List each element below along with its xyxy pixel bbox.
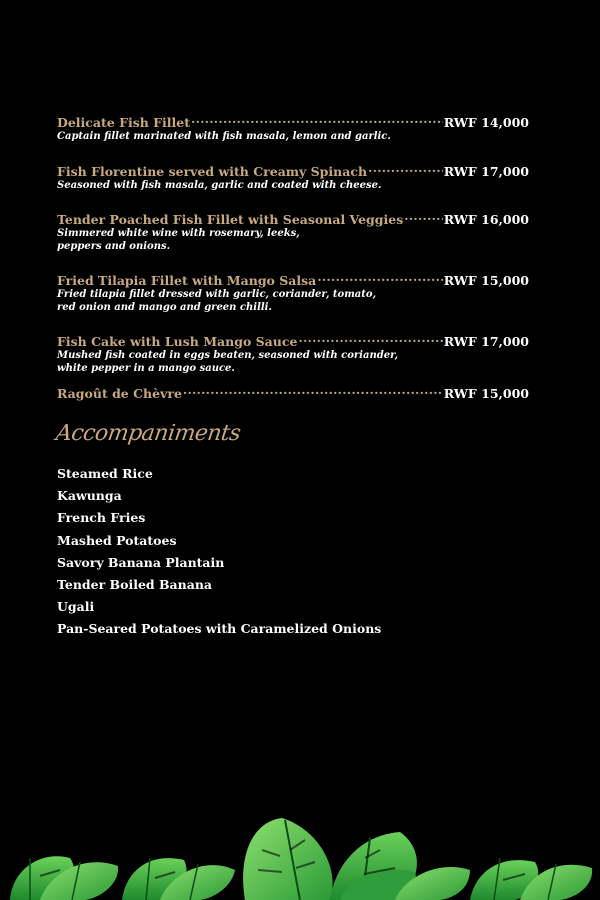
leaf-cluster-right — [470, 858, 592, 900]
dot-leader — [191, 111, 443, 127]
menu-item-price: RWF 15,000 — [443, 386, 529, 401]
menu-item — [57, 382, 529, 402]
menu-item-name: Delicate Fish Fillet — [57, 115, 191, 130]
menu-item-name: Fried Tilapia Fillet with Mango Salsa — [57, 273, 317, 288]
monstera-leaf-border-icon — [0, 810, 600, 900]
accompaniment-item: French Fries — [57, 510, 146, 526]
menu-item — [57, 330, 529, 375]
menu-item-line — [57, 269, 529, 289]
menu-item-description-line: peppers and onions. — [57, 240, 171, 252]
leaf-cluster-center — [243, 818, 470, 900]
menu-item — [57, 111, 529, 144]
menu-item-description-line: Simmered white wine with rosemary, leeks, — [57, 228, 300, 239]
menu-item-price: RWF 16,000 — [443, 212, 529, 227]
accompaniment-item: Savory Banana Plantain — [57, 554, 225, 570]
menu-item-line — [57, 382, 529, 402]
menu-item-description-line: red onion and mango and green chilli. — [57, 301, 272, 313]
menu-item-price: RWF 17,000 — [443, 334, 529, 349]
menu-item-line — [57, 330, 529, 350]
dot-leader — [368, 160, 443, 176]
dot-leader — [183, 382, 443, 398]
menu-item-description: Seasoned with fish masala, garlic and coated with cheese. — [57, 180, 382, 191]
menu-item-line — [57, 208, 529, 228]
accompaniments-list — [57, 466, 381, 644]
accompaniment-item: Mashed Potatoes — [57, 532, 177, 548]
menu-item-price: RWF 17,000 — [443, 164, 529, 179]
menu-item — [57, 269, 529, 314]
accompaniment-item: Kawunga — [57, 488, 122, 504]
accompaniment-item: Pan-Seared Potatoes with Caramelized Onions — [57, 621, 382, 637]
menu-item-name: Tender Poached Fish Fillet with Seasonal Veggies — [57, 212, 404, 227]
dot-leader — [298, 330, 442, 346]
menu-item-line — [57, 160, 529, 180]
menu-item — [57, 208, 529, 253]
menu-item-description: Captain fillet marinated with fish masala, lemon and garlic. — [57, 131, 391, 142]
accompaniment-item: Steamed Rice — [57, 466, 153, 481]
leaf-cluster-left-center — [122, 858, 235, 900]
dot-leader — [404, 208, 443, 224]
leaf-cluster-left — [10, 856, 118, 900]
menu-item-description-line: Fried tilapia fillet dressed with garlic, coriander, tomato, — [57, 289, 377, 300]
dot-leader — [317, 269, 443, 285]
menu-item — [57, 160, 529, 193]
menu-item-name: Ragoût de Chèvre — [57, 386, 182, 401]
accompaniments-heading: Accompaniments — [54, 421, 242, 446]
menu-item-name: Fish Cake with Lush Mango Sauce — [57, 334, 298, 349]
accompaniment-item: Ugali — [57, 599, 95, 615]
menu-item-price: RWF 15,000 — [443, 273, 529, 288]
menu-item-price: RWF 14,000 — [443, 115, 529, 130]
menu-item-line — [57, 111, 529, 131]
menu-item-description-line: Mushed fish coated in eggs beaten, seasoned with coriander, — [57, 350, 399, 361]
menu-item-description-line: white pepper in a mango sauce. — [57, 362, 235, 374]
accompaniment-item: Tender Boiled Banana — [57, 576, 213, 592]
menu-item-name: Fish Florentine served with Creamy Spinach — [57, 164, 368, 179]
